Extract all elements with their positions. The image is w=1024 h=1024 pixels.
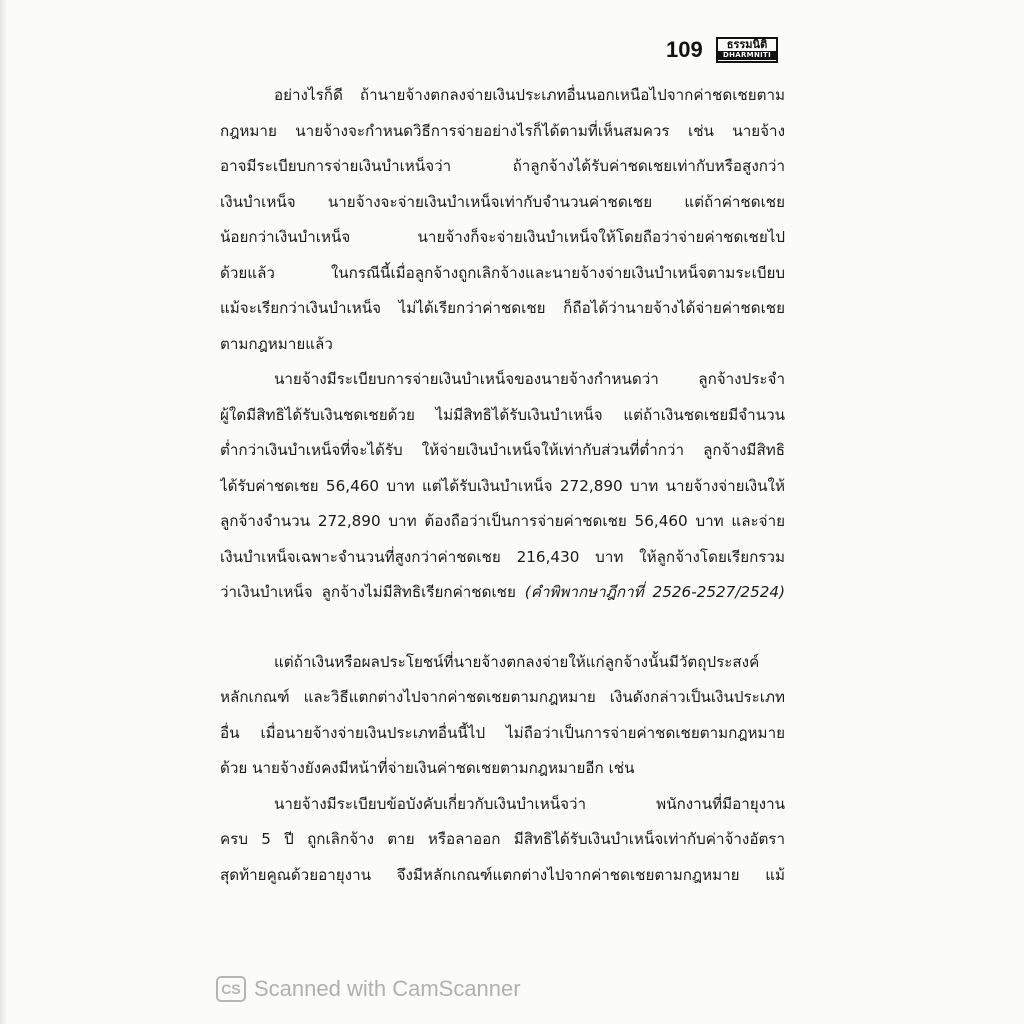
text-line: เงินบำเหน็จเฉพาะจำนวนที่สูงกว่าค่าชดเชย 216,430 บาท ให้ลูกจ้างโดยเรียกรวม xyxy=(220,547,785,566)
court-citation: (คำพิพากษาฎีกาที่ 2526-2527/2524) xyxy=(524,583,785,601)
text-line: เงินบำเหน็จ นายจ้างจะจ่ายเงินบำเหน็จเท่ากับจำนวนค่าชดเชย แต่ถ้าค่าชดเชย xyxy=(220,192,785,211)
body-text xyxy=(220,78,785,893)
text-line: ผู้ใดมีสิทธิได้รับเงินชดเชยด้วย ไม่มีสิทธิได้รับเงินบำเหน็จ แต่ถ้าเงินชดเชยมีจำนวน xyxy=(220,405,785,424)
publisher-logo-latin: DHARMNITI xyxy=(718,51,776,60)
text-line: อย่างไรก็ดี ถ้านายจ้างตกลงจ่ายเงินประเภทอื่นนอกเหนือไปจากค่าชดเชยตาม xyxy=(274,86,785,104)
paragraph-gap xyxy=(220,611,785,645)
paragraph-4 xyxy=(220,787,785,894)
camscanner-watermark xyxy=(216,971,521,1007)
paragraph-3 xyxy=(220,645,785,787)
text-line: สุดท้ายคูณด้วยอายุงาน จึงมีหลักเกณฑ์แตกต่างไปจากค่าชดเชยตามกฎหมาย แม้ xyxy=(220,865,785,884)
text-line: นายจ้างมีระเบียบข้อบังคับเกี่ยวกับเงินบำเหน็จว่า พนักงานที่มีอายุงาน xyxy=(274,794,785,813)
text-line: ด้วยแล้ว ในกรณีนี้เมื่อลูกจ้างถูกเลิกจ้างและนายจ้างจ่ายเงินบำเหน็จตามระเบียบ xyxy=(220,263,785,282)
text-line: ครบ 5 ปี ถูกเลิกจ้าง ตาย หรือลาออก มีสิทธิได้รับเงินบำเหน็จเท่ากับค่าจ้างอัตรา xyxy=(220,830,785,848)
text-line: ด้วย นายจ้างยังคงมีหน้าที่จ่ายเงินค่าชดเชยตามกฎหมายอีก เช่น xyxy=(220,759,635,777)
text-line: แต่ถ้าเงินหรือผลประโยชน์ที่นายจ้างตกลงจ่ายให้แก่ลูกจ้างนั้นมีวัตถุประสงค์ xyxy=(274,652,760,671)
page-number: 109 xyxy=(666,37,703,62)
text-line-with-citation xyxy=(220,575,785,611)
text-line: กฎหมาย นายจ้างจะกำหนดวิธีการจ่ายอย่างไรก็ได้ตามที่เห็นสมควร เช่น นายจ้าง xyxy=(220,121,785,140)
text-line: ได้รับค่าชดเชย 56,460 บาท แต่ได้รับเงินบำเหน็จ 272,890 บาท นายจ้างจ่ายเงินให้ xyxy=(220,476,785,495)
text-line-fragment: ว่าเงินบำเหน็จ ลูกจ้างไม่มีสิทธิเรียกค่าชดเชย xyxy=(220,583,516,601)
watermark-text: Scanned with CamScanner xyxy=(254,976,521,1001)
text-line: ลูกจ้างจำนวน 272,890 บาท ต้องถือว่าเป็นการจ่ายค่าชดเชย 56,460 บาท และจ่าย xyxy=(220,512,785,530)
text-line: ตามกฎหมายแล้ว xyxy=(220,334,333,353)
text-line: หลักเกณฑ์ และวิธีแตกต่างไปจากค่าชดเชยตามกฎหมาย เงินดังกล่าวเป็นเงินประเภท xyxy=(220,688,785,706)
paragraph-2 xyxy=(220,362,785,611)
camscanner-logo-icon: CS xyxy=(216,976,246,1002)
text-line: น้อยกว่าเงินบำเหน็จ นายจ้างก็จะจ่ายเงินบำเหน็จให้โดยถือว่าจ่ายค่าชดเชยไป xyxy=(220,228,785,246)
publisher-logo-thai: ธรรมนิติ xyxy=(726,38,768,51)
text-line: ต่ำกว่าเงินบำเหน็จที่จะได้รับ ให้จ่ายเงินบำเหน็จให้เท่ากับส่วนที่ต่ำกว่า ลูกจ้างมีสิทธิ xyxy=(220,441,785,459)
text-line: แม้จะเรียกว่าเงินบำเหน็จ ไม่ได้เรียกว่าค่าชดเชย ก็ถือได้ว่านายจ้างได้จ่ายค่าชดเชย xyxy=(220,299,785,317)
paragraph-1 xyxy=(220,78,785,362)
scan-edge xyxy=(0,0,8,1024)
text-line: อื่น เมื่อนายจ้างจ่ายเงินประเภทอื่นนี้ไป ไม่ถือว่าเป็นการจ่ายค่าชดเชยตามกฎหมาย xyxy=(220,723,785,742)
text-line: นายจ้างมีระเบียบการจ่ายเงินบำเหน็จของนายจ้างกำหนดว่า ลูกจ้างประจำ xyxy=(274,370,785,388)
text-line: อาจมีระเบียบการจ่ายเงินบำเหน็จว่า ถ้าลูกจ้างได้รับค่าชดเชยเท่ากับหรือสูงกว่า xyxy=(220,157,785,175)
page-header xyxy=(660,36,790,66)
publisher-logo xyxy=(716,37,778,63)
